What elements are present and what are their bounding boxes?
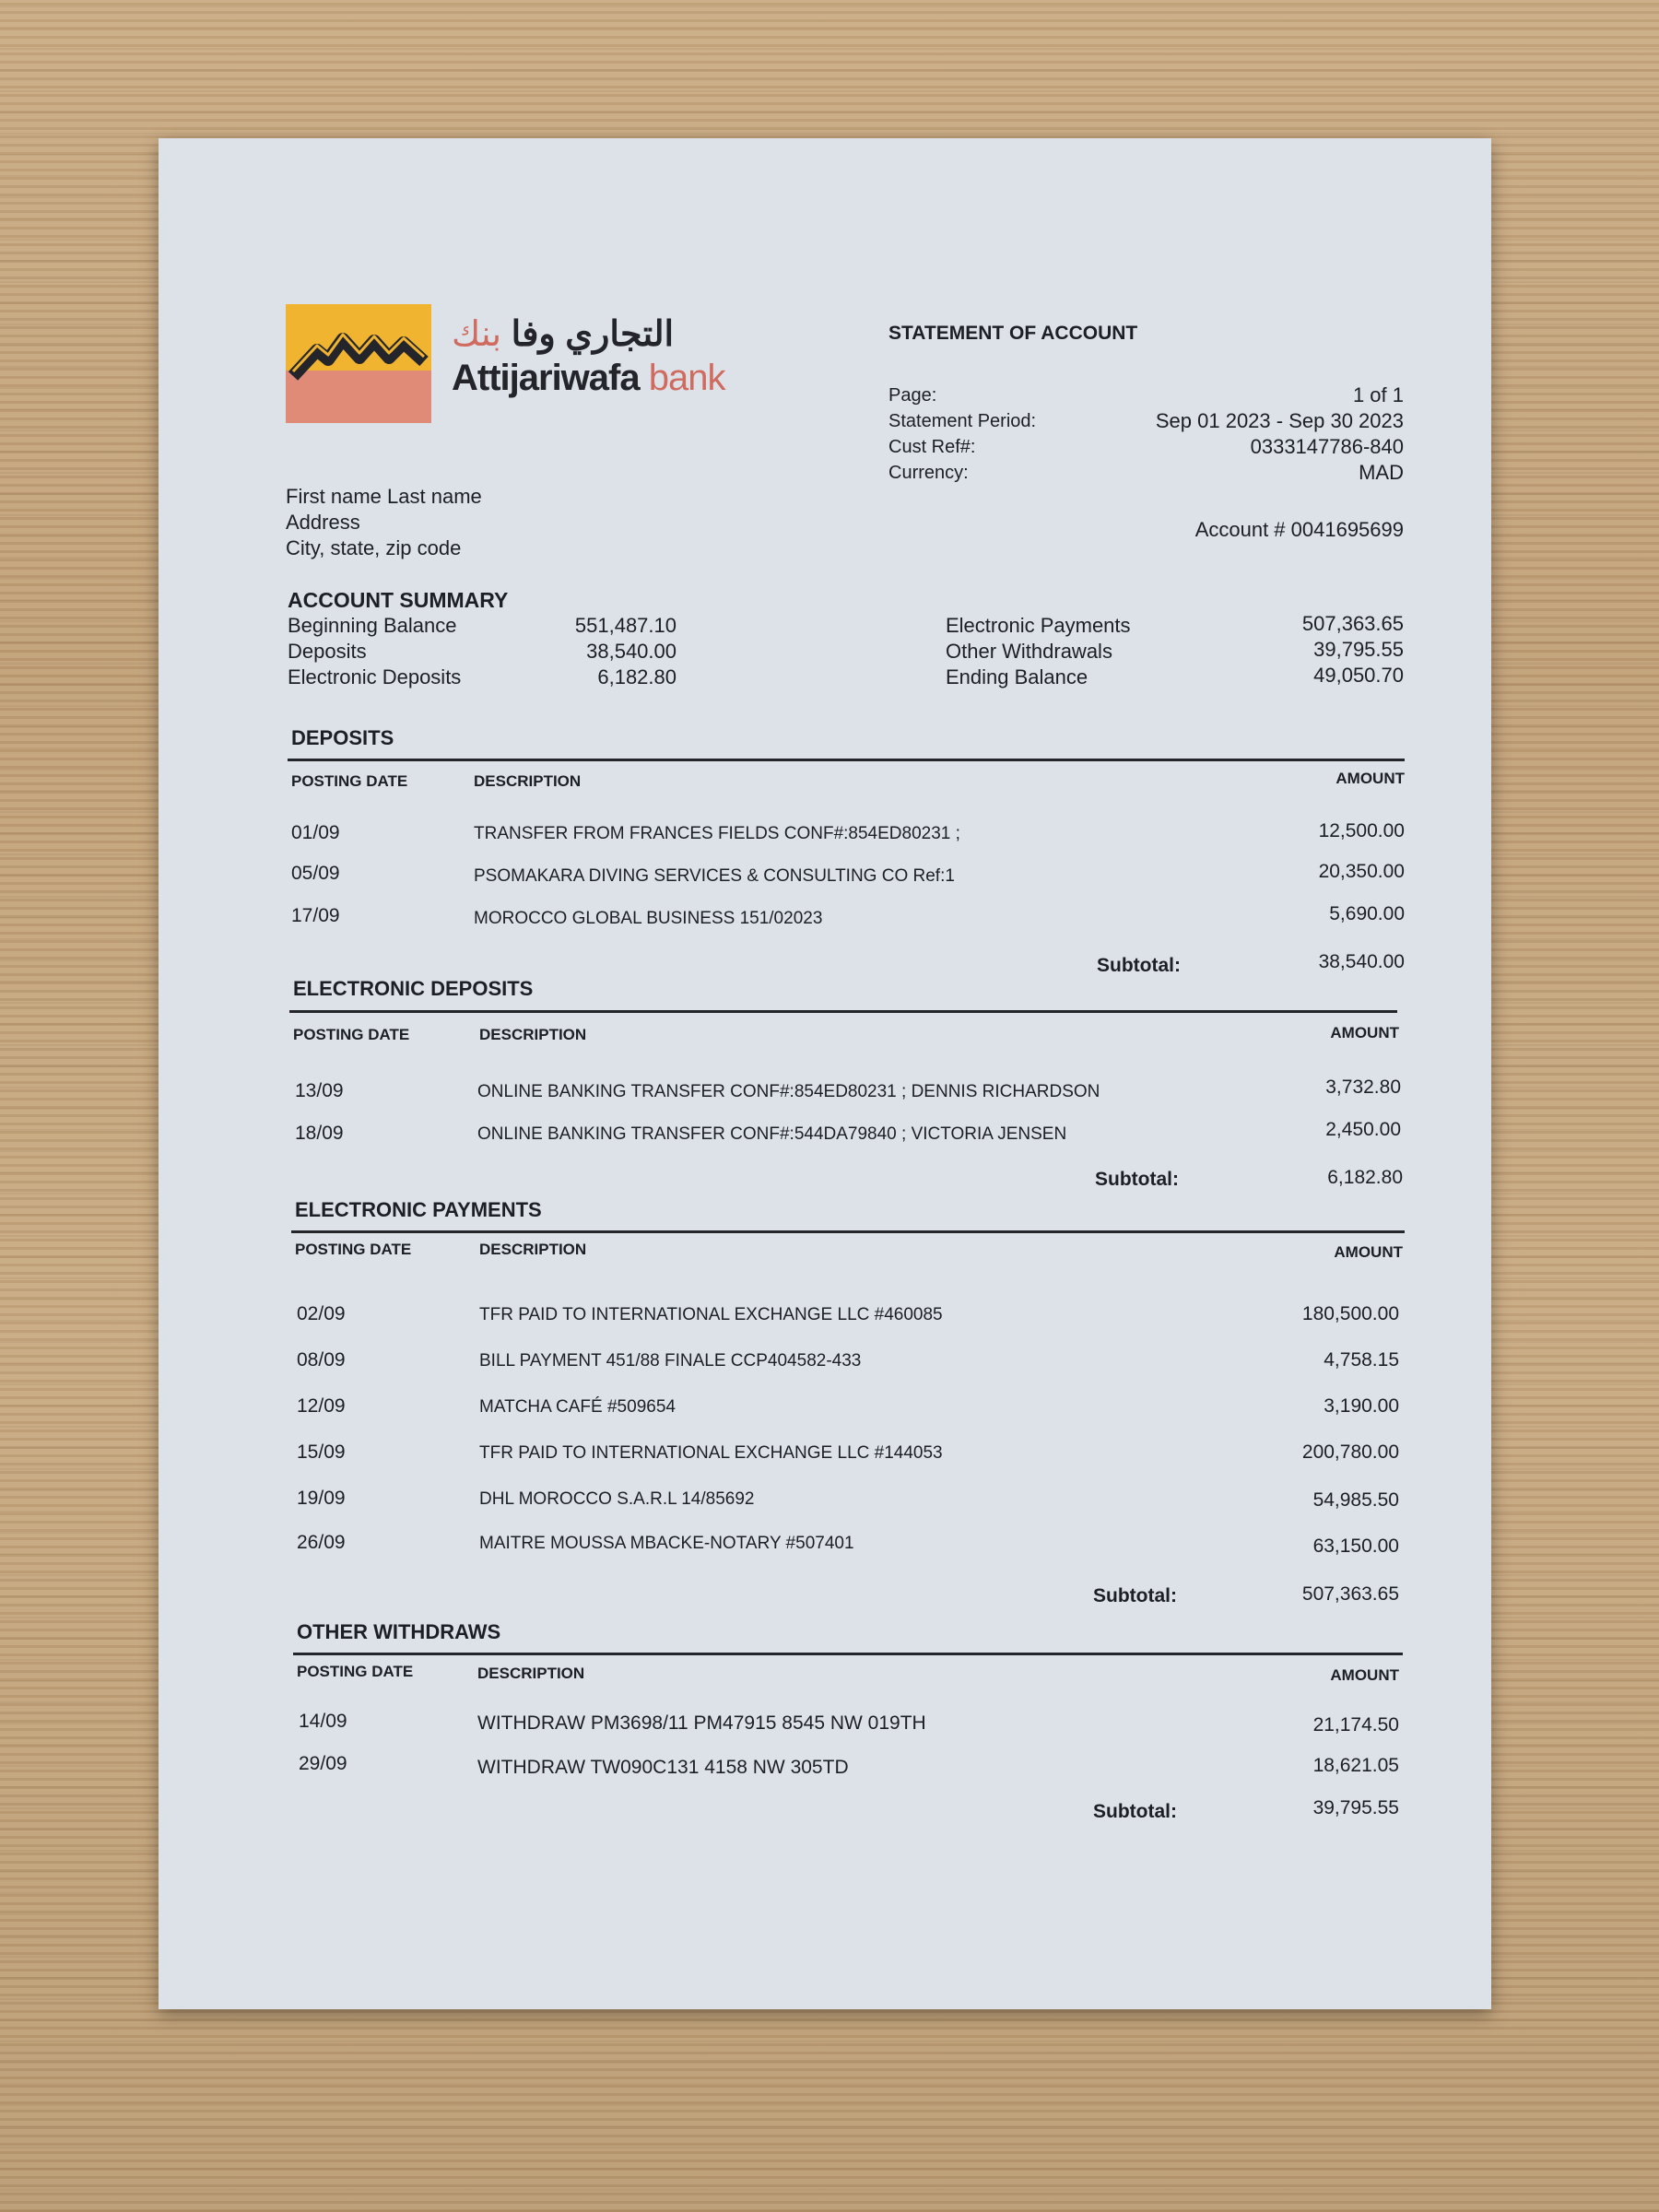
bank-arabic-name: التجاري وفا بنك xyxy=(452,315,675,354)
col-description: DESCRIPTION xyxy=(477,1665,585,1682)
row-description: MATCHA CAFÉ #509654 xyxy=(479,1397,676,1417)
col-posting-date: POSTING DATE xyxy=(297,1663,414,1680)
section-divider xyxy=(291,1230,1405,1233)
subtotal-value: 39,795.55 xyxy=(1312,1797,1399,1818)
customer-city: City, state, zip code xyxy=(286,536,462,559)
subtotal-label: Subtotal: xyxy=(1097,955,1181,976)
deposits-title: DEPOSITS xyxy=(291,726,394,749)
row-amount: 63,150.00 xyxy=(1312,1535,1399,1557)
row-date: 19/09 xyxy=(297,1488,346,1509)
row-amount: 180,500.00 xyxy=(1301,1303,1399,1324)
row-description: TFR PAID TO INTERNATIONAL EXCHANGE LLC #460085 xyxy=(479,1305,943,1324)
summary-value: 38,540.00 xyxy=(586,640,677,663)
row-amount: 18,621.05 xyxy=(1312,1755,1399,1776)
col-amount: AMOUNT xyxy=(1330,1024,1399,1041)
summary-value: 551,487.10 xyxy=(574,614,677,637)
period-label: Statement Period: xyxy=(888,411,1037,431)
currency-value: MAD xyxy=(1359,461,1404,484)
col-amount: AMOUNT xyxy=(1334,1243,1403,1261)
customer-address: Address xyxy=(286,511,360,534)
row-date: 05/09 xyxy=(291,863,340,884)
custref-value: 0333147786-840 xyxy=(1250,435,1404,458)
row-description: ONLINE BANKING TRANSFER CONF#:544DA79840 ; VICTORIA JENSEN xyxy=(477,1124,1067,1144)
section-divider xyxy=(293,1653,1403,1655)
col-posting-date: POSTING DATE xyxy=(295,1241,412,1258)
col-description: DESCRIPTION xyxy=(474,772,582,790)
summary-title: ACCOUNT SUMMARY xyxy=(288,588,509,612)
row-amount: 12,500.00 xyxy=(1318,820,1405,841)
col-description: DESCRIPTION xyxy=(479,1026,587,1043)
row-amount: 21,174.50 xyxy=(1312,1714,1399,1735)
row-description: WITHDRAW PM3698/11 PM47915 8545 NW 019TH xyxy=(477,1712,926,1734)
summary-label: Deposits xyxy=(288,640,367,663)
row-amount: 2,450.00 xyxy=(1325,1119,1401,1140)
row-date: 13/09 xyxy=(295,1080,344,1101)
row-date: 15/09 xyxy=(297,1441,346,1463)
summary-label: Electronic Deposits xyxy=(288,665,462,688)
col-posting-date: POSTING DATE xyxy=(293,1026,410,1043)
row-amount: 20,350.00 xyxy=(1318,861,1405,882)
row-amount: 5,690.00 xyxy=(1329,903,1405,924)
row-amount: 3,732.80 xyxy=(1325,1077,1401,1098)
row-description: MAITRE MOUSSA MBACKE-NOTARY #507401 xyxy=(479,1534,854,1553)
row-date: 01/09 xyxy=(291,822,340,843)
electronic-payments-title: ELECTRONIC PAYMENTS xyxy=(295,1198,542,1221)
row-amount: 200,780.00 xyxy=(1301,1441,1399,1463)
summary-value: 6,182.80 xyxy=(597,665,677,688)
row-date: 18/09 xyxy=(295,1123,344,1144)
row-description: TRANSFER FROM FRANCES FIELDS CONF#:854ED80231 ; xyxy=(474,824,960,843)
col-posting-date: POSTING DATE xyxy=(291,772,408,790)
col-amount: AMOUNT xyxy=(1330,1666,1399,1684)
subtotal-value: 507,363.65 xyxy=(1301,1583,1399,1605)
statement-paper xyxy=(159,138,1491,2009)
row-date: 26/09 xyxy=(297,1532,346,1553)
row-date: 08/09 xyxy=(297,1349,346,1371)
row-amount: 4,758.15 xyxy=(1324,1349,1399,1371)
currency-label: Currency: xyxy=(888,463,969,483)
section-divider xyxy=(289,1010,1397,1013)
other-withdraws-title: OTHER WITHDRAWS xyxy=(297,1620,501,1643)
col-amount: AMOUNT xyxy=(1335,770,1405,787)
subtotal-label: Subtotal: xyxy=(1095,1169,1179,1190)
row-description: WITHDRAW TW090C131 4158 NW 305TD xyxy=(477,1757,849,1778)
page-label: Page: xyxy=(888,385,937,406)
summary-value: 39,795.55 xyxy=(1313,638,1404,661)
page-value: 1 of 1 xyxy=(1352,383,1404,406)
row-description: BILL PAYMENT 451/88 FINALE CCP404582-433 xyxy=(479,1351,862,1371)
account-number: Account # 0041695699 xyxy=(1194,518,1404,541)
period-value: Sep 01 2023 - Sep 30 2023 xyxy=(1155,409,1404,432)
subtotal-value: 6,182.80 xyxy=(1327,1167,1403,1188)
row-description: TFR PAID TO INTERNATIONAL EXCHANGE LLC #144053 xyxy=(479,1443,943,1463)
row-amount: 3,190.00 xyxy=(1324,1395,1399,1417)
row-description: MOROCCO GLOBAL BUSINESS 151/02023 xyxy=(474,909,823,928)
subtotal-value: 38,540.00 xyxy=(1318,951,1405,972)
row-description: ONLINE BANKING TRANSFER CONF#:854ED80231 ; DENNIS RICHARDSON xyxy=(477,1082,1100,1101)
col-description: DESCRIPTION xyxy=(479,1241,587,1258)
summary-value: 49,050.70 xyxy=(1313,664,1404,687)
summary-label: Beginning Balance xyxy=(288,614,457,637)
row-date: 14/09 xyxy=(299,1711,347,1732)
bank-logo-icon xyxy=(286,304,431,423)
subtotal-label: Subtotal: xyxy=(1093,1585,1177,1606)
summary-value: 507,363.65 xyxy=(1301,612,1404,635)
section-divider xyxy=(288,759,1405,761)
customer-name: First name Last name xyxy=(286,485,482,508)
row-date: 17/09 xyxy=(291,905,340,926)
summary-label: Ending Balance xyxy=(946,665,1088,688)
summary-label: Other Withdrawals xyxy=(946,640,1112,663)
bank-name: Attijariwafa bank xyxy=(452,358,725,398)
electronic-deposits-title: ELECTRONIC DEPOSITS xyxy=(293,977,534,1000)
row-date: 12/09 xyxy=(297,1395,346,1417)
subtotal-label: Subtotal: xyxy=(1093,1801,1177,1822)
statement-title: STATEMENT OF ACCOUNT xyxy=(888,323,1138,344)
row-date: 02/09 xyxy=(297,1303,346,1324)
custref-label: Cust Ref#: xyxy=(888,437,976,457)
row-description: PSOMAKARA DIVING SERVICES & CONSULTING CO Ref:1 xyxy=(474,866,955,886)
row-description: DHL MOROCCO S.A.R.L 14/85692 xyxy=(479,1489,755,1509)
row-amount: 54,985.50 xyxy=(1312,1489,1399,1511)
row-date: 29/09 xyxy=(299,1753,347,1774)
summary-label: Electronic Payments xyxy=(946,614,1131,637)
